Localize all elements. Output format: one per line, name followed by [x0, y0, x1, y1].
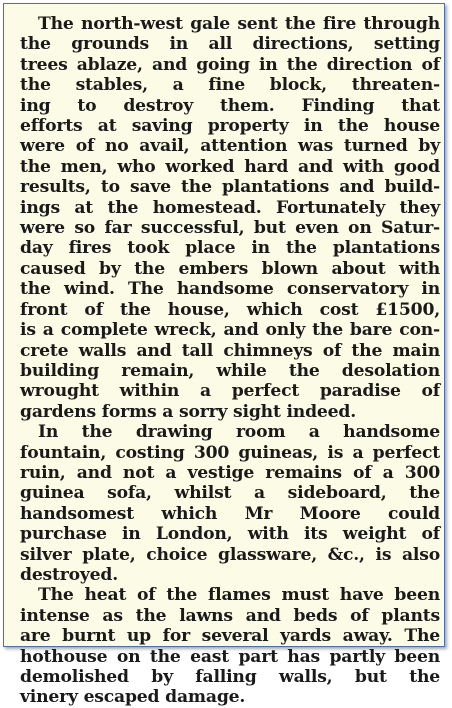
- paragraph-drawing-room: [20, 422, 440, 585]
- text-line: The north-west gale sent the fire through: [38, 14, 440, 34]
- text-line: the grounds in all directions, setting: [20, 34, 440, 55]
- text-line: caused by the embers blown about with: [20, 258, 440, 279]
- text-line: day fires took place in the plantations: [20, 238, 440, 259]
- paragraph-fire-spread: [20, 14, 440, 422]
- text-line: In the drawing room a handsome: [38, 422, 440, 443]
- text-line: were so far successful, but even on Satur-: [20, 218, 440, 239]
- text-line: vinery escaped damage.: [20, 687, 246, 708]
- text-line: handsomest which Mr Moore could: [20, 503, 440, 524]
- text-line: crete walls and tall chimneys of the main: [20, 340, 440, 361]
- text-line: The heat of the flames must have been: [38, 585, 440, 606]
- text-line: ing to destroy them. Finding that: [20, 95, 440, 116]
- text-line: intense as the lawns and beds of plants: [20, 605, 440, 626]
- text-line: gardens forms a sorry sight indeed.: [20, 401, 356, 422]
- text-line: wrought within a perfect paradise of: [20, 381, 440, 402]
- text-line: are burnt up for several yards away. The: [20, 626, 440, 647]
- text-line: the stables, a fine block, threaten-: [20, 75, 440, 96]
- text-line: the wind. The handsome conservatory in: [20, 279, 440, 300]
- text-line: hothouse on the east part has partly been: [20, 646, 440, 667]
- text-line: front of the house, which cost £1500,: [20, 299, 440, 320]
- article-column: [20, 14, 440, 708]
- text-line: ings at the homestead. Fortunately they: [20, 197, 440, 218]
- text-line: demolished by falling walls, but the: [20, 667, 440, 687]
- text-line: building remain, while the desolation: [20, 360, 440, 381]
- text-line: fountain, costing 300 guineas, is a perfect: [20, 442, 440, 463]
- text-line: destroyed.: [20, 564, 119, 585]
- text-line: efforts at saving property in the house: [20, 116, 440, 137]
- text-line: guinea sofa, whilst a sideboard, the: [20, 483, 440, 504]
- text-line: silver plate, choice glassware, &c., is also: [20, 544, 440, 565]
- newspaper-clipping: [3, 3, 445, 708]
- text-line: ruin, and not a vestige remains of a 300: [20, 462, 440, 483]
- text-line: is a complete wreck, and only the bare con-: [20, 320, 440, 341]
- text-line: trees ablaze, and going in the direction of: [20, 54, 440, 75]
- text-line: purchase in London, with its weight of: [20, 524, 440, 545]
- text-line: the men, who worked hard and with good: [20, 156, 440, 177]
- text-line: were of no avail, attention was turned by: [20, 136, 440, 157]
- text-line: results, to save the plantations and build-: [20, 177, 440, 198]
- paragraph-heat-damage: [20, 585, 440, 707]
